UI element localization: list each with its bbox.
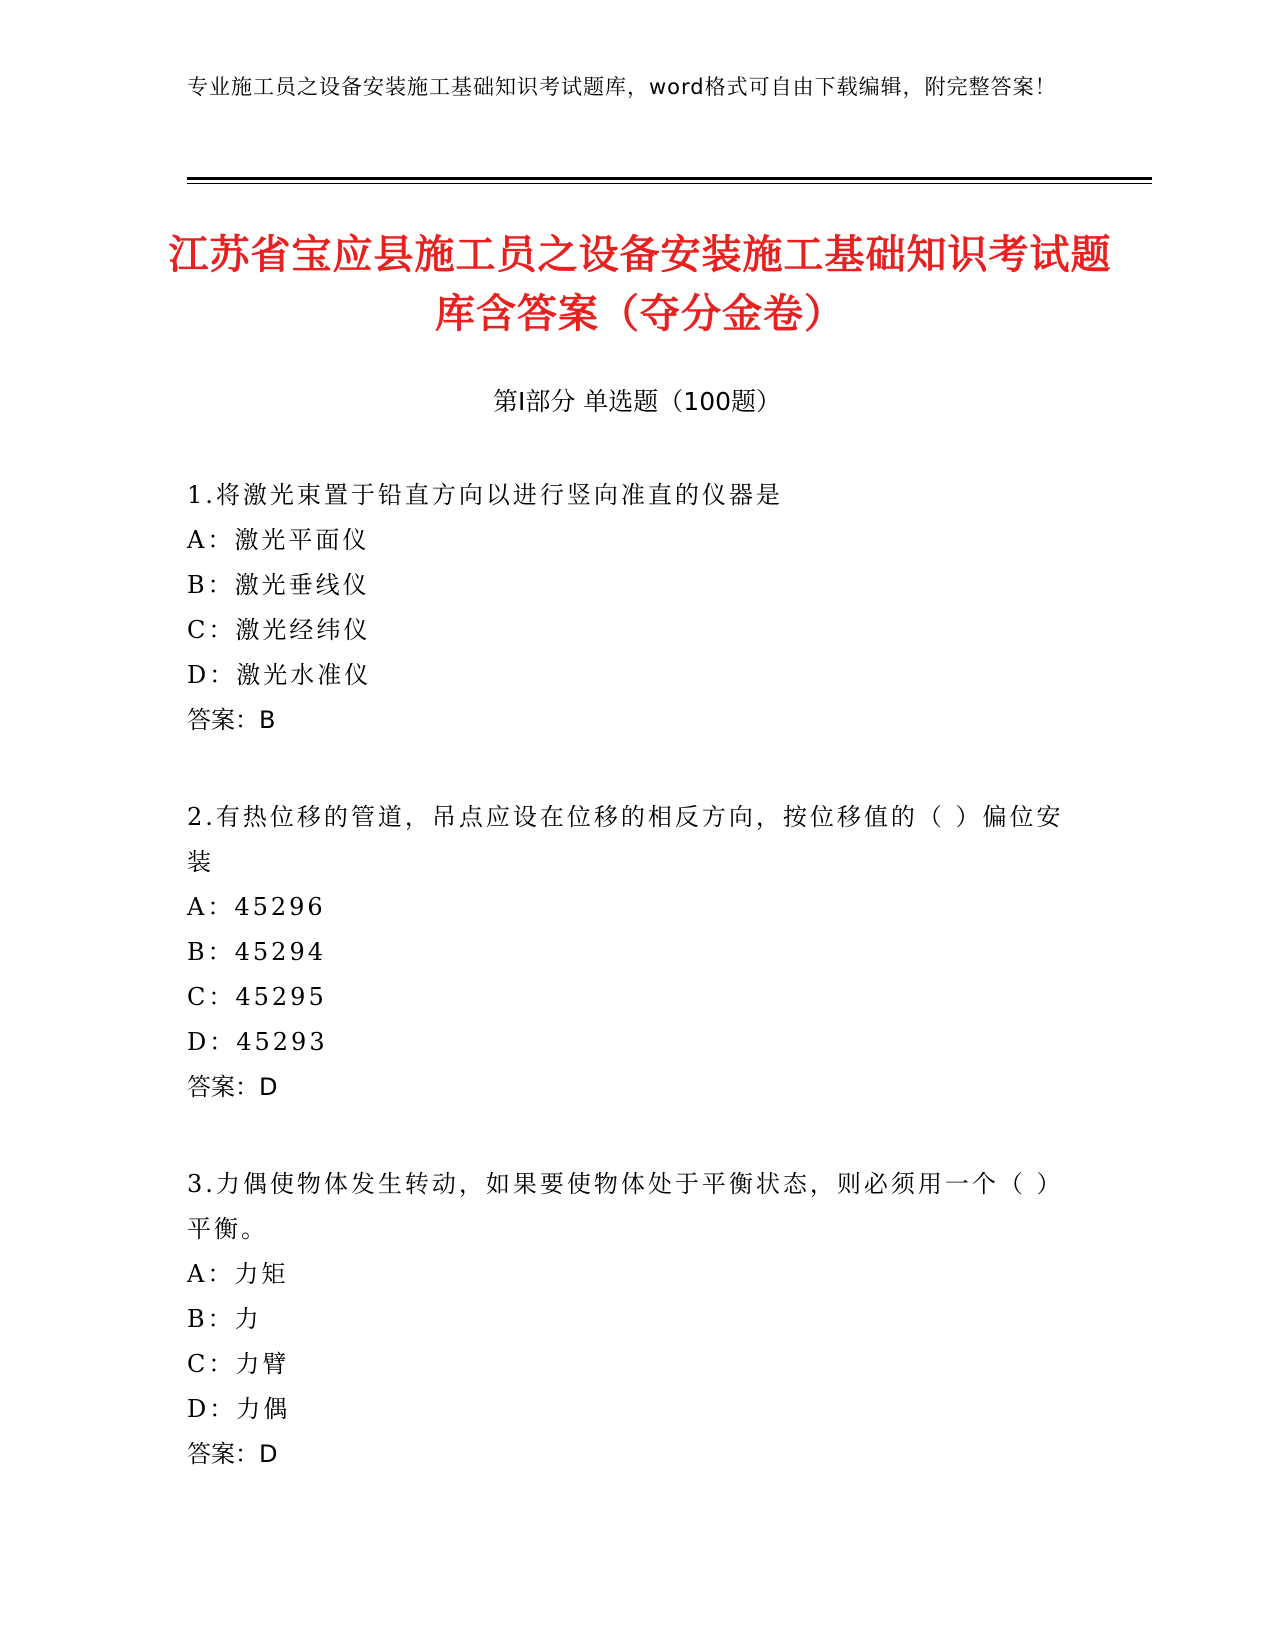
option-a: A：激光平面仪 — [187, 526, 370, 554]
header-divider-thick — [187, 177, 1152, 180]
header-note: 专业施工员之设备安装施工基础知识考试题库，word格式可自由下载编辑，附完整答案！ — [187, 75, 1057, 99]
section-title: 第Ⅰ部分 单选题（100题） — [492, 387, 782, 416]
option-a: A：力矩 — [187, 1260, 289, 1288]
option-d: D：力偶 — [187, 1395, 291, 1423]
question-stem: 3.力偶使物体发生转动，如果要使物体处于平衡状态，则必须用一个（ ）平衡。 — [187, 1170, 1064, 1243]
option-b: B：45294 — [187, 938, 326, 966]
option-c: C：45295 — [187, 983, 327, 1011]
document-title: 江苏省宝应县施工员之设备安装施工基础知识考试题库含答案（夺分金卷） — [168, 232, 1112, 337]
option-d: D：激光水准仪 — [187, 661, 372, 689]
question-stem: 1.将激光束置于铅直方向以进行竖向准直的仪器是 — [187, 481, 783, 509]
question-2 — [187, 795, 1072, 1110]
answer-line: 答案：B — [187, 706, 276, 734]
answer-line: 答案：D — [187, 1440, 278, 1468]
option-b: B：力 — [187, 1305, 262, 1333]
question-1 — [187, 473, 1072, 743]
answer-line: 答案：D — [187, 1073, 278, 1101]
option-c: C：力臂 — [187, 1350, 290, 1378]
header-divider-thin — [187, 183, 1152, 184]
option-d: D：45293 — [187, 1028, 328, 1056]
option-a: A：45296 — [187, 893, 326, 921]
question-stem: 2.有热位移的管道，吊点应设在位移的相反方向，按位移值的（ ）偏位安装 — [187, 803, 1064, 876]
option-b: B：激光垂线仪 — [187, 571, 370, 599]
question-list — [187, 473, 1072, 1529]
option-c: C：激光经纬仪 — [187, 616, 371, 644]
question-3 — [187, 1162, 1072, 1477]
